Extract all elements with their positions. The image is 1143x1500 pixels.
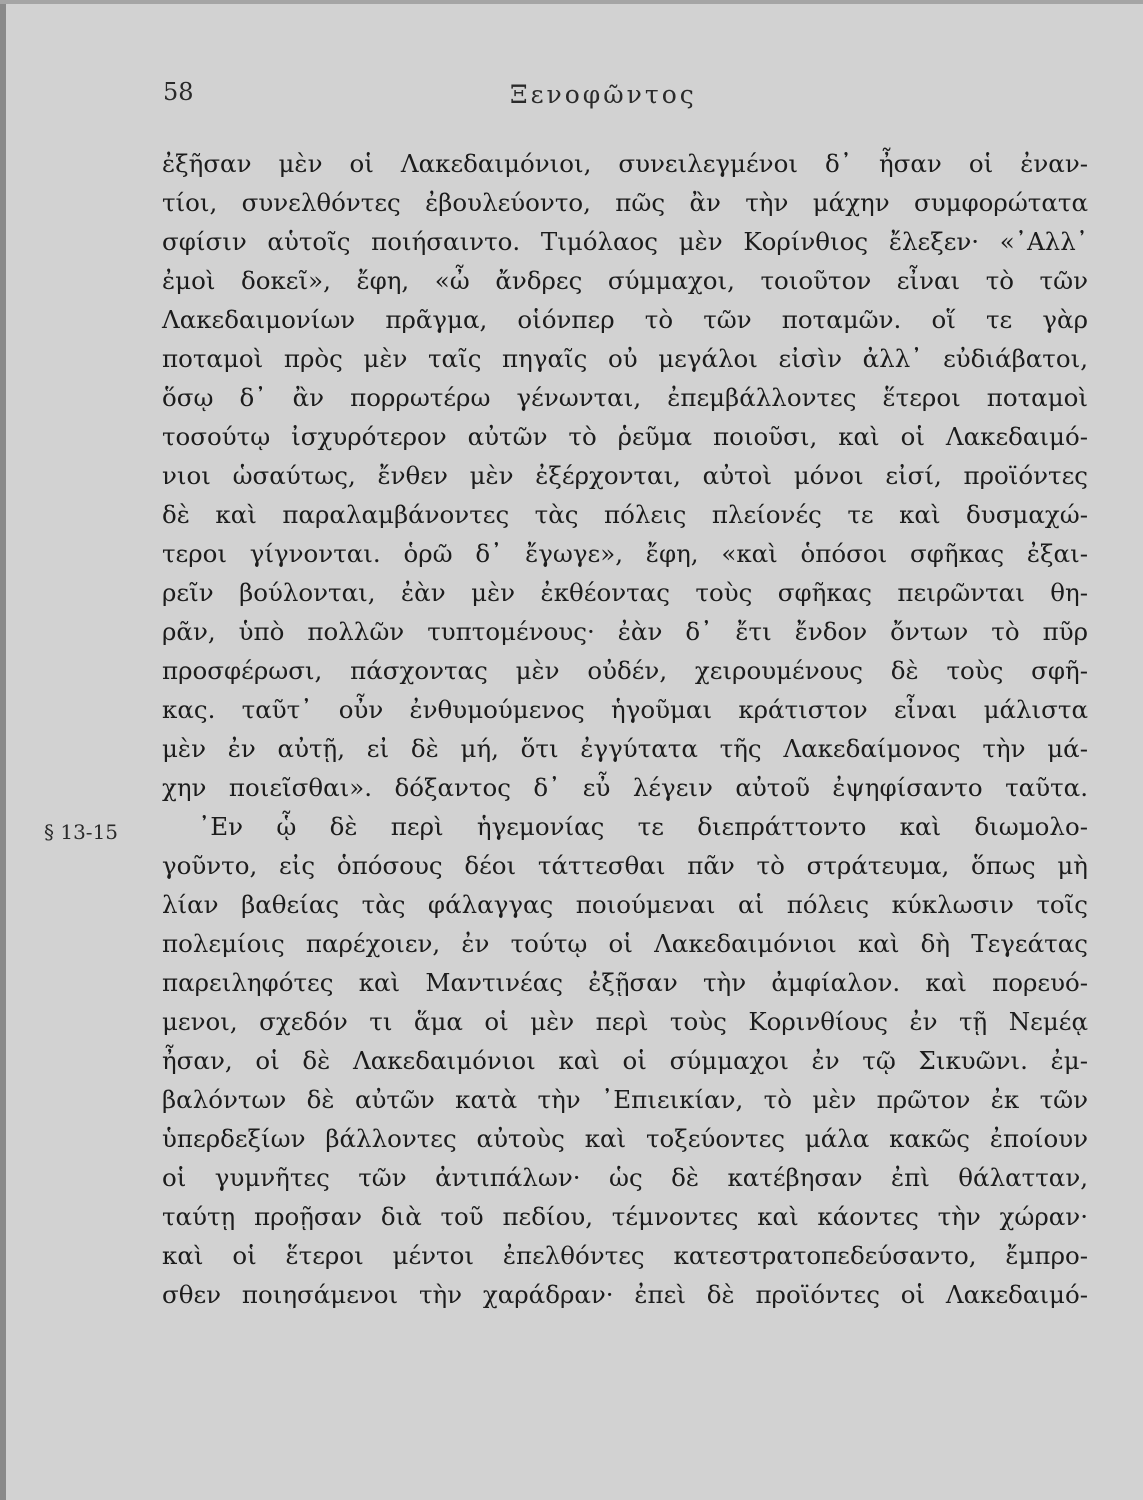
text-line: ρεῖν βούλονται, ἐὰν μὲν ἐκθέοντας τοὺς σφῆκας πειρῶνται θη- bbox=[162, 578, 1088, 607]
page-top-edge bbox=[0, 0, 1143, 4]
section-marker: § 13-15 bbox=[44, 820, 119, 844]
text-line: ἦσαν, οἱ δὲ Λακεδαιμόνιοι καὶ οἱ σύμμαχοι ἐν τῷ Σικυῶνι. ἐμ- bbox=[162, 1046, 1088, 1075]
text-line: ρᾶν, ὑπὸ πολλῶν τυπτομένους· ἐὰν δ᾽ ἔτι ἔνδον ὄντων τὸ πῦρ bbox=[162, 617, 1088, 646]
text-line: ἐξῆσαν μὲν οἱ Λακεδαιμόνιοι, συνειλεγμένοι δ᾽ ἦσαν οἱ ἐναν- bbox=[162, 149, 1088, 178]
text-line: σφίσιν αὑτοῖς ποιήσαιντο. Τιμόλαος μὲν Κορίνθιος ἔλεξεν· «᾽Αλλ᾽ bbox=[162, 227, 1088, 256]
text-line: οἱ γυμνῆτες τῶν ἀντιπάλων· ὡς δὲ κατέβησαν ἐπὶ θάλατταν, bbox=[162, 1163, 1088, 1192]
text-line: ᾽Εν ᾧ δὲ περὶ ἡγεμονίας τε διεπράττοντο καὶ διωμολο- bbox=[198, 812, 1088, 841]
text-line: λίαν βαθείας τὰς φάλαγγας ποιούμεναι αἱ πόλεις κύκλωσιν τοῖς bbox=[162, 890, 1088, 919]
text-line: καὶ οἱ ἕτεροι μέντοι ἐπελθόντες κατεστρατοπεδεύσαντο, ἔμπρο- bbox=[162, 1241, 1088, 1270]
text-line: ταύτῃ προῇσαν διὰ τοῦ πεδίου, τέμνοντες καὶ κάοντες τὴν χώραν· bbox=[162, 1202, 1088, 1231]
text-line: γοῦντο, εἰς ὁπόσους δέοι τάττεσθαι πᾶν τὸ στράτευμα, ὅπως μὴ bbox=[162, 851, 1088, 880]
text-line: πολεμίοις παρέχοιεν, ἐν τούτῳ οἱ Λακεδαιμόνιοι καὶ δὴ Τεγεάτας bbox=[162, 929, 1088, 958]
text-line: νιοι ὡσαύτως, ἔνθεν μὲν ἐξέρχονται, αὐτοὶ μόνοι εἰσί, προϊόντες bbox=[162, 461, 1088, 490]
text-line: χην ποιεῖσθαι». δόξαντος δ᾽ εὖ λέγειν αὐτοῦ ἐψηφίσαντο ταῦτα. bbox=[162, 773, 1088, 802]
text-line: βαλόντων δὲ αὐτῶν κατὰ τὴν ᾽Επιεικίαν, τὸ μὲν πρῶτον ἐκ τῶν bbox=[162, 1085, 1088, 1114]
text-line: ποταμοὶ πρὸς μὲν ταῖς πηγαῖς οὐ μεγάλοι εἰσὶν ἀλλ᾽ εὐδιάβατοι, bbox=[162, 344, 1088, 373]
text-line: μενοι, σχεδόν τι ἅμα οἱ μὲν περὶ τοὺς Κορινθίους ἐν τῇ Νεμέᾳ bbox=[162, 1007, 1088, 1036]
page-number: 58 bbox=[163, 78, 194, 106]
text-line: κας. ταῦτ᾽ οὖν ἐνθυμούμενος ἡγοῦμαι κράτιστον εἶναι μάλιστα bbox=[162, 695, 1088, 724]
text-line: τίοι, συνελθόντες ἐβουλεύοντο, πῶς ἂν τὴν μάχην συμφορώτατα bbox=[162, 188, 1088, 217]
text-line: τεροι γίγνονται. ὁρῶ δ᾽ ἔγωγε», ἔφη, «καὶ ὁπόσοι σφῆκας ἐξαι- bbox=[162, 539, 1088, 568]
text-line: δὲ καὶ παραλαμβάνοντες τὰς πόλεις πλείονές τε καὶ δυσμαχώ- bbox=[162, 500, 1088, 529]
text-line: μὲν ἐν αὐτῇ, εἰ δὲ μή, ὅτι ἐγγύτατα τῆς Λακεδαίμονος τὴν μά- bbox=[162, 734, 1088, 763]
text-line: τοσούτῳ ἰσχυρότερον αὐτῶν τὸ ῥεῦμα ποιοῦσι, καὶ οἱ Λακεδαιμό- bbox=[162, 422, 1088, 451]
text-line: ὑπερδεξίων βάλλοντες αὐτοὺς καὶ τοξεύοντες μάλα κακῶς ἐποίουν bbox=[162, 1124, 1088, 1153]
text-line: ὅσῳ δ᾽ ἂν πορρωτέρω γένωνται, ἐπεμβάλλοντες ἕτεροι ποταμοὶ bbox=[162, 383, 1088, 412]
text-line: παρειληφότες καὶ Μαντινέας ἐξῇσαν τὴν ἀμφίαλον. καὶ πορευό- bbox=[162, 968, 1088, 997]
running-title: Ξενοφῶντος bbox=[510, 80, 697, 109]
text-line: ἐμοὶ δοκεῖ», ἔφη, «ὦ ἄνδρες σύμμαχοι, τοιοῦτον εἶναι τὸ τῶν bbox=[162, 266, 1088, 295]
text-line: προσφέρωσι, πάσχοντας μὲν οὐδέν, χειρουμένους δὲ τοὺς σφῆ- bbox=[162, 656, 1088, 685]
page-left-edge bbox=[0, 0, 6, 1500]
text-line: σθεν ποιησάμενοι τὴν χαράδραν· ἐπεὶ δὲ προϊόντες οἱ Λακεδαιμό- bbox=[162, 1280, 1088, 1309]
text-line: Λακεδαιμονίων πρᾶγμα, οἱόνπερ τὸ τῶν ποταμῶν. οἵ τε γὰρ bbox=[162, 305, 1088, 334]
